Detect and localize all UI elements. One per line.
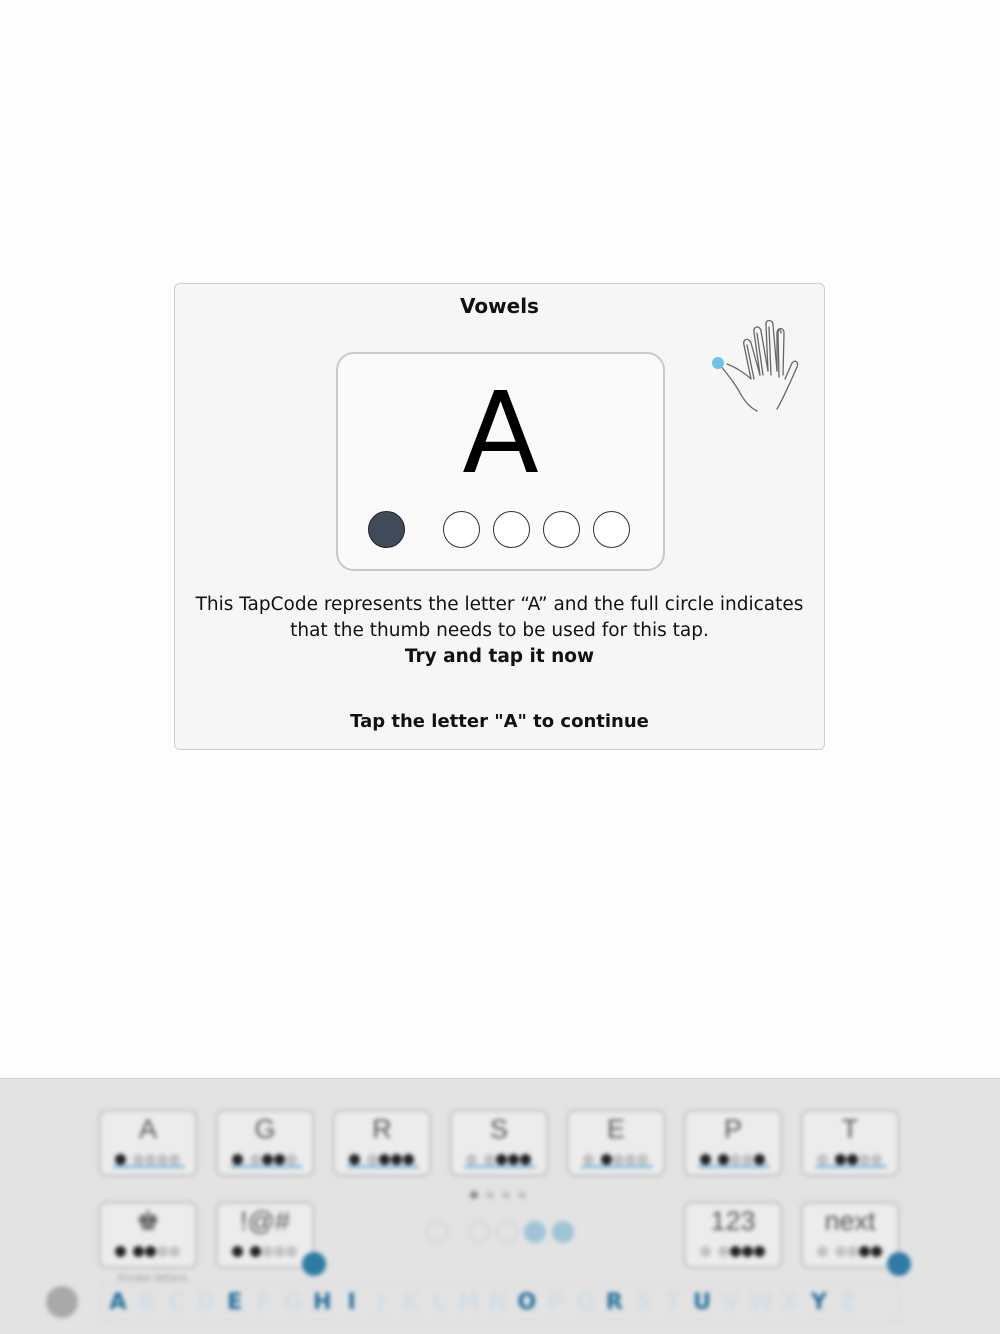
known-letter: H	[313, 1290, 332, 1315]
key-progress-underline	[113, 1165, 185, 1168]
known-letter: J	[376, 1290, 385, 1315]
key-row2-left-0[interactable]	[98, 1201, 198, 1269]
continue-prompt: Tap the letter "A" to continue	[350, 711, 649, 732]
tapcode-keyboard	[0, 1078, 1000, 1334]
home-button[interactable]	[46, 1286, 78, 1318]
known-letter: E	[227, 1290, 243, 1315]
tap-feedback-circles	[426, 1221, 576, 1251]
hand-icon	[705, 317, 805, 417]
thumb-highlight	[712, 357, 724, 369]
key-progress-underline	[464, 1165, 536, 1168]
page-indicator	[470, 1191, 540, 1201]
key-row1-6[interactable]	[800, 1109, 900, 1177]
key-badge	[887, 1252, 911, 1276]
tapcode-letter: A	[462, 369, 539, 499]
description-line-2: that the thumb needs to be used for this tap.	[290, 620, 709, 641]
key-label: ♚	[135, 1206, 161, 1236]
key-tap-pattern	[115, 1246, 191, 1258]
known-letter: B	[138, 1290, 156, 1315]
key-progress-underline	[230, 1165, 302, 1168]
key-progress-underline	[347, 1165, 419, 1168]
key-label: E	[606, 1114, 625, 1144]
key-label: next	[824, 1206, 876, 1236]
key-label: A	[138, 1114, 157, 1144]
known-letter: L	[432, 1290, 447, 1315]
key-progress-underline	[698, 1165, 770, 1168]
known-letter: O	[517, 1290, 537, 1315]
key-tap-pattern	[700, 1246, 776, 1258]
middle-finger-dot	[493, 511, 530, 548]
tap-pattern	[368, 511, 638, 551]
description-line-1: This TapCode represents the letter “A” and the full circle indicates	[195, 594, 804, 615]
known-letter: S	[635, 1290, 652, 1315]
key-progress-underline	[581, 1165, 653, 1168]
key-label: P	[723, 1114, 742, 1144]
known-letter: C	[168, 1290, 185, 1315]
known-letter: M	[457, 1290, 480, 1315]
key-row1-5[interactable]	[683, 1109, 783, 1177]
key-progress-underline	[815, 1165, 887, 1168]
key-row1-4[interactable]	[566, 1109, 666, 1177]
key-label: T	[841, 1114, 859, 1144]
known-letter: I	[347, 1290, 356, 1315]
key-row1-2[interactable]	[332, 1109, 432, 1177]
instruction-text: Try and tap it now	[404, 646, 595, 667]
known-letter: G	[284, 1290, 303, 1315]
known-letter: K	[401, 1290, 419, 1315]
known-letter: Q	[575, 1290, 595, 1315]
key-row2-right-0[interactable]	[683, 1201, 783, 1269]
known-letter: W	[748, 1290, 773, 1315]
known-letter: N	[488, 1290, 507, 1315]
tapcode-card[interactable]	[336, 352, 665, 571]
key-label: G	[254, 1114, 276, 1144]
key-row1-3[interactable]	[449, 1109, 549, 1177]
known-letter: Y	[810, 1290, 827, 1315]
thumb-dot	[368, 511, 405, 548]
known-letter: U	[693, 1290, 711, 1315]
tapcode-description	[195, 592, 804, 670]
known-letter: D	[196, 1290, 215, 1315]
known-letter: V	[722, 1290, 740, 1315]
key-label: 123	[710, 1206, 756, 1236]
index-finger-dot	[443, 511, 480, 548]
key-label: R	[372, 1114, 392, 1144]
known-letter: X	[781, 1290, 799, 1315]
key-tap-pattern	[817, 1246, 893, 1258]
key-label: !@#	[240, 1206, 290, 1236]
dialog-title: Vowels	[460, 294, 539, 318]
known-letters-caption: Known letters	[118, 1273, 187, 1284]
ring-finger-dot	[543, 511, 580, 548]
key-row1-0[interactable]	[98, 1109, 198, 1177]
key-row1-1[interactable]	[215, 1109, 315, 1177]
tutorial-dialog	[174, 283, 825, 750]
key-badge	[302, 1252, 326, 1276]
known-letter: Z	[840, 1290, 856, 1315]
known-letter: P	[547, 1290, 565, 1315]
key-label: S	[489, 1114, 508, 1144]
key-row2-left-1[interactable]	[215, 1201, 315, 1269]
pinky-finger-dot	[593, 511, 630, 548]
key-tap-pattern	[232, 1246, 308, 1258]
known-letter: T	[665, 1290, 681, 1315]
known-letter: F	[256, 1290, 272, 1315]
key-row2-right-1[interactable]	[800, 1201, 900, 1269]
known-letter: R	[605, 1290, 623, 1315]
known-letters-strip	[100, 1283, 900, 1323]
known-letter: A	[109, 1290, 127, 1315]
